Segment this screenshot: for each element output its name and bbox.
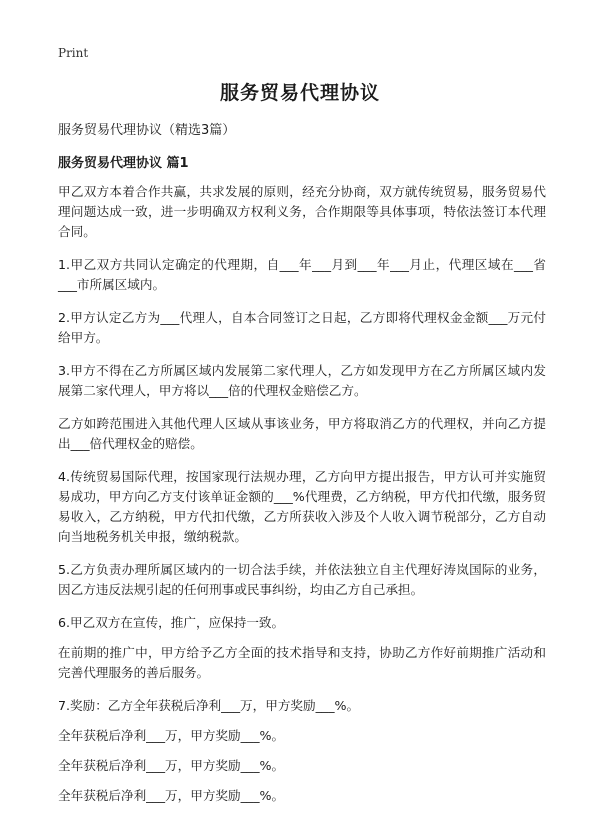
document-subtitle: 服务贸易代理协议（精选3篇） xyxy=(58,123,236,138)
document-body xyxy=(58,182,546,816)
paragraph-clause-6: 6.甲乙双方在宣传，推广，应保持一致。 xyxy=(58,615,285,630)
paragraph-clause-5: 5.乙方负责办理所属区域内的一切合法手续，并依法独立自主代理好涛岚国际的业务，因乙方违反法规引起的任何刑事或民事纠纷，均由乙方自己承担。 xyxy=(58,562,546,597)
paragraph-intro: 甲乙双方本着合作共赢，共求发展的原则，经充分协商，双方就传统贸易，服务贸易代理问题达成一致，进一步明确双方权利义务，合作期限等具体事项，特依法签订本代理合同。 xyxy=(58,184,546,239)
paragraph-reward-tier: 全年获税后净利___万，甲方奖励___%。 xyxy=(58,758,285,773)
paragraph-reward-tier: 全年获税后净利___万，甲方奖励___%。 xyxy=(58,788,285,803)
section-heading: 服务贸易代理协议 篇1 xyxy=(58,156,189,171)
document-title: 服务贸易代理协议 xyxy=(219,82,380,104)
paragraph-clause-1: 1.甲乙双方共同认定确定的代理期，自___年___月到___年___月止，代理区域在___省___市所属区域内。 xyxy=(58,257,546,292)
paragraph-clause-4: 4.传统贸易国际代理，按国家现行法规办理，乙方向甲方提出报告，甲方认可并实施贸易成功，甲方向乙方支付该单证金额的___%代理费，乙方纳税，甲方代扣代缴，服务贸易收入，乙方纳税，甲方代扣代缴，乙方所获收入涉及个人收入调节税部分，乙方自动向当地税务机关申报，缴纳税款。 xyxy=(58,469,546,544)
paragraph-clause-7: 7.奖励：乙方全年获税后净利___万，甲方奖励___%。 xyxy=(58,698,360,713)
paragraph-clause-2: 2.甲方认定乙方为___代理人，自本合同签订之日起，乙方即将代理权金金额___万元付给甲方。 xyxy=(58,310,546,345)
paragraph-clause-6-cont: 在前期的推广中，甲方给予乙方全面的技术指导和支持，协助乙方作好前期推广活动和完善代理服务的善后服务。 xyxy=(58,645,546,680)
paragraph-clause-3: 3.甲方不得在乙方所属区域内发展第二家代理人，乙方如发现甲方在乙方所属区域内发展第二家代理人，甲方将以___倍的代理权金赔偿乙方。 xyxy=(58,363,546,398)
paragraph-reward-tier: 全年获税后净利___万，甲方奖励___%。 xyxy=(58,728,285,743)
print-link[interactable]: Print xyxy=(58,46,89,60)
paragraph-clause-3-cont: 乙方如跨范围进入其他代理人区域从事该业务，甲方将取消乙方的代理权，并向乙方提出___倍代理权金的赔偿。 xyxy=(58,416,546,451)
